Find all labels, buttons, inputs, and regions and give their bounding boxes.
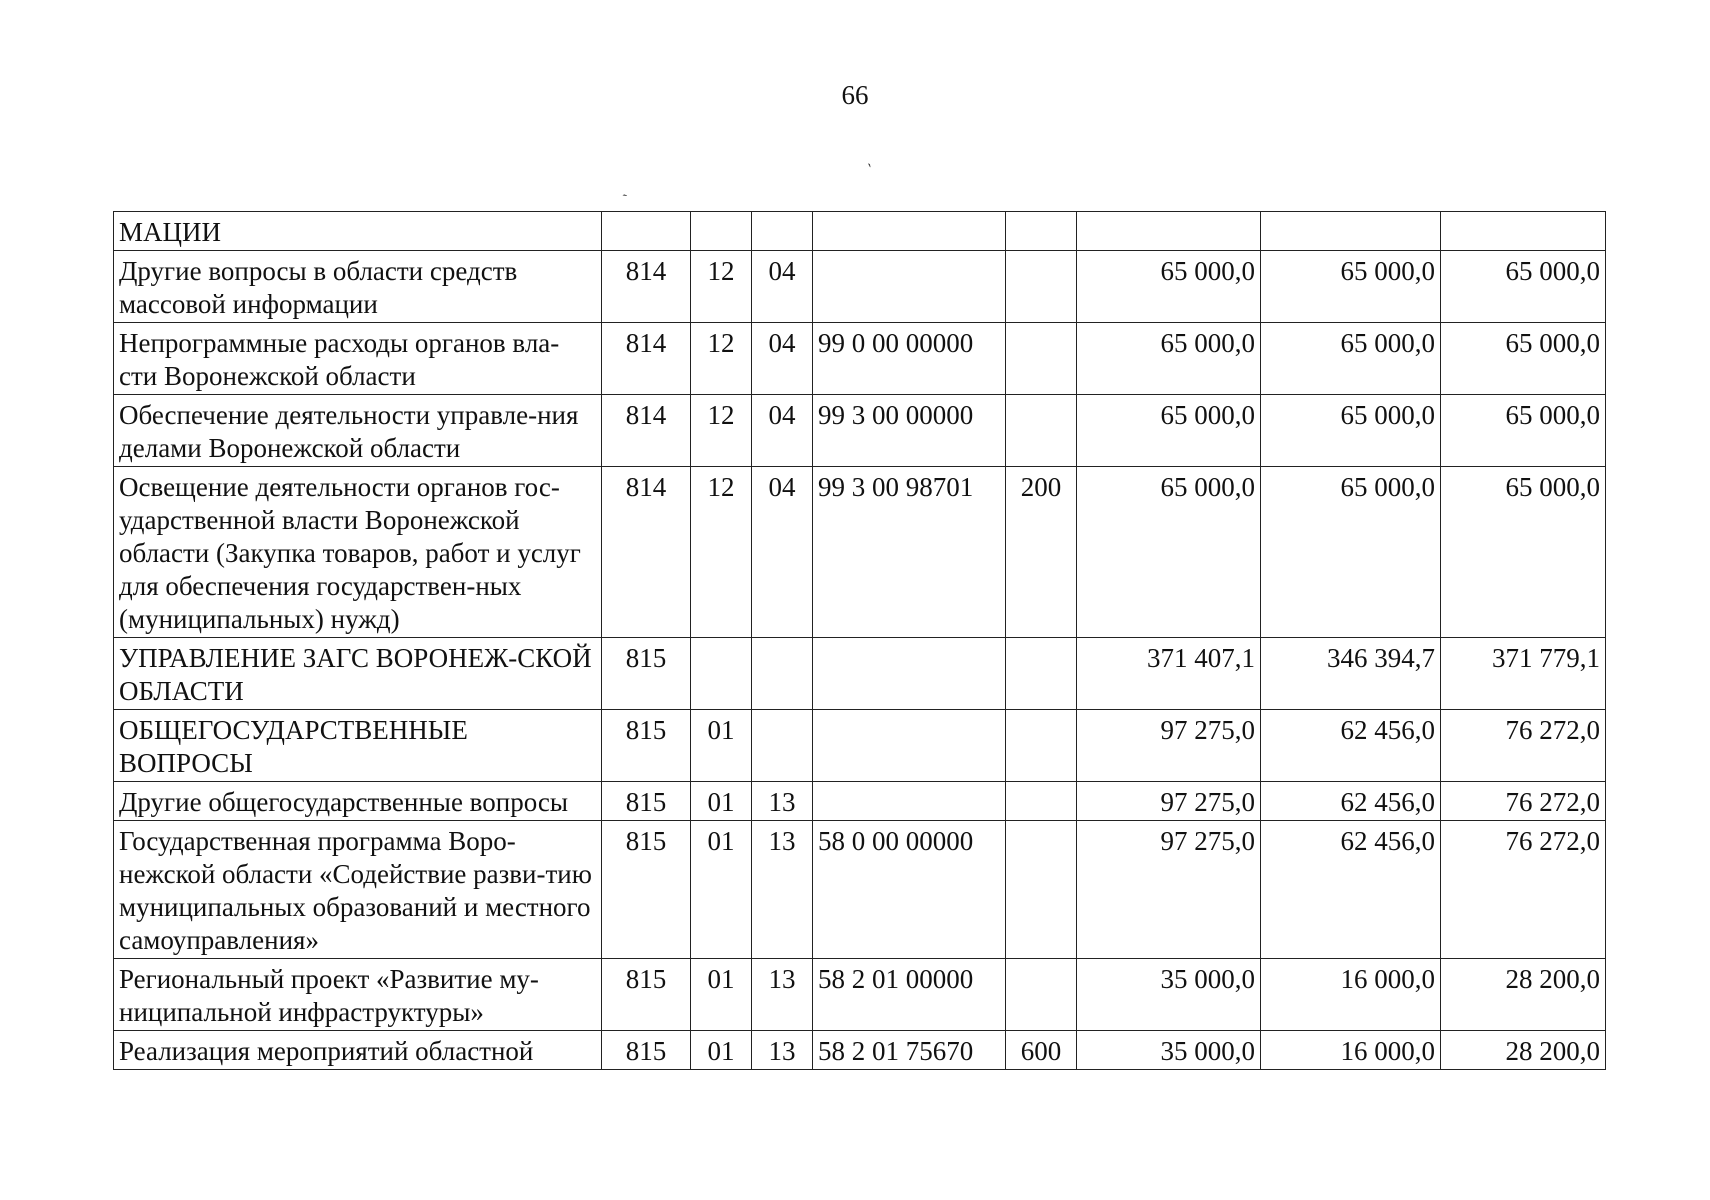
cell-name: Региональный проект «Развитие му-ниципальной инфраструктуры» bbox=[114, 959, 602, 1031]
cell-gr: 814 bbox=[602, 467, 691, 638]
cell-rz: 12 bbox=[691, 251, 752, 323]
cell-amount-3: 28 200,0 bbox=[1441, 959, 1606, 1031]
cell-rz: 01 bbox=[691, 710, 752, 782]
cell-vr bbox=[1006, 959, 1077, 1031]
cell-amount-2: 62 456,0 bbox=[1261, 821, 1441, 959]
table-row bbox=[114, 395, 1606, 467]
cell-amount-1: 371 407,1 bbox=[1077, 638, 1261, 710]
cell-name: Государственная программа Воро-нежской области «Содействие разви-тию муниципальных образований и местного самоуправления» bbox=[114, 821, 602, 959]
cell-amount-1: 65 000,0 bbox=[1077, 467, 1261, 638]
cell-amount-3: 76 272,0 bbox=[1441, 710, 1606, 782]
cell-cs: 58 2 01 00000 bbox=[813, 959, 1006, 1031]
cell-amount-3: 65 000,0 bbox=[1441, 395, 1606, 467]
cell-pr: 13 bbox=[752, 959, 813, 1031]
cell-amount-3: 76 272,0 bbox=[1441, 782, 1606, 821]
cell-cs bbox=[813, 638, 1006, 710]
cell-gr: 815 bbox=[602, 638, 691, 710]
cell-pr: 13 bbox=[752, 1031, 813, 1070]
scan-mark: ˋ bbox=[860, 159, 875, 181]
table-row bbox=[114, 212, 1606, 251]
cell-amount-2: 65 000,0 bbox=[1261, 251, 1441, 323]
cell-amount-3: 65 000,0 bbox=[1441, 251, 1606, 323]
table-row bbox=[114, 782, 1606, 821]
cell-cs bbox=[813, 710, 1006, 782]
cell-amount-2: 65 000,0 bbox=[1261, 467, 1441, 638]
cell-name: Освещение деятельности органов гос-ударственной власти Воронежской области (Закупка товаров, работ и услуг для обеспечения государствен-ных (муниципальных) нужд) bbox=[114, 467, 602, 638]
cell-amount-2: 346 394,7 bbox=[1261, 638, 1441, 710]
scan-mark: ˏ bbox=[613, 177, 629, 199]
cell-name: Непрограммные расходы органов вла-сти Воронежской области bbox=[114, 323, 602, 395]
cell-pr: 13 bbox=[752, 821, 813, 959]
budget-table bbox=[113, 211, 1606, 1070]
cell-rz: 12 bbox=[691, 395, 752, 467]
cell-amount-2: 16 000,0 bbox=[1261, 1031, 1441, 1070]
cell-amount-3: 65 000,0 bbox=[1441, 323, 1606, 395]
cell-pr: 04 bbox=[752, 467, 813, 638]
table-row bbox=[114, 959, 1606, 1031]
table-row bbox=[114, 710, 1606, 782]
cell-amount-1: 35 000,0 bbox=[1077, 959, 1261, 1031]
cell-name: МАЦИИ bbox=[114, 212, 602, 251]
cell-gr: 815 bbox=[602, 1031, 691, 1070]
cell-vr bbox=[1006, 323, 1077, 395]
cell-vr: 600 bbox=[1006, 1031, 1077, 1070]
table-row bbox=[114, 638, 1606, 710]
page-number: 66 bbox=[841, 80, 869, 110]
cell-vr bbox=[1006, 251, 1077, 323]
cell-gr: 815 bbox=[602, 782, 691, 821]
cell-pr: 04 bbox=[752, 395, 813, 467]
cell-amount-3: 65 000,0 bbox=[1441, 467, 1606, 638]
cell-amount-1: 97 275,0 bbox=[1077, 821, 1261, 959]
cell-pr bbox=[752, 710, 813, 782]
cell-amount-1: 65 000,0 bbox=[1077, 395, 1261, 467]
cell-amount-1 bbox=[1077, 212, 1261, 251]
cell-rz: 12 bbox=[691, 323, 752, 395]
cell-amount-2: 16 000,0 bbox=[1261, 959, 1441, 1031]
cell-amount-1: 65 000,0 bbox=[1077, 251, 1261, 323]
cell-vr bbox=[1006, 638, 1077, 710]
cell-rz: 01 bbox=[691, 821, 752, 959]
cell-rz: 01 bbox=[691, 959, 752, 1031]
cell-rz: 12 bbox=[691, 467, 752, 638]
cell-amount-1: 65 000,0 bbox=[1077, 323, 1261, 395]
table-row bbox=[114, 323, 1606, 395]
cell-amount-2 bbox=[1261, 212, 1441, 251]
cell-cs bbox=[813, 782, 1006, 821]
cell-vr bbox=[1006, 821, 1077, 959]
cell-cs: 58 2 01 75670 bbox=[813, 1031, 1006, 1070]
cell-pr bbox=[752, 638, 813, 710]
cell-name: Другие общегосударственные вопросы bbox=[114, 782, 602, 821]
cell-name: УПРАВЛЕНИЕ ЗАГС ВОРОНЕЖ-СКОЙ ОБЛАСТИ bbox=[114, 638, 602, 710]
table-row bbox=[114, 251, 1606, 323]
cell-cs: 58 0 00 00000 bbox=[813, 821, 1006, 959]
cell-name: Реализация мероприятий областной bbox=[114, 1031, 602, 1070]
cell-vr bbox=[1006, 395, 1077, 467]
cell-rz bbox=[691, 638, 752, 710]
table-row bbox=[114, 1031, 1606, 1070]
cell-gr: 814 bbox=[602, 395, 691, 467]
budget-table-body bbox=[114, 212, 1606, 1070]
cell-pr: 04 bbox=[752, 251, 813, 323]
cell-name: ОБЩЕГОСУДАРСТВЕННЫЕ ВОПРОСЫ bbox=[114, 710, 602, 782]
cell-amount-1: 97 275,0 bbox=[1077, 710, 1261, 782]
cell-amount-2: 62 456,0 bbox=[1261, 782, 1441, 821]
cell-vr bbox=[1006, 782, 1077, 821]
cell-amount-1: 97 275,0 bbox=[1077, 782, 1261, 821]
cell-gr: 815 bbox=[602, 959, 691, 1031]
cell-name: Другие вопросы в области средств массовой информации bbox=[114, 251, 602, 323]
cell-amount-2: 65 000,0 bbox=[1261, 395, 1441, 467]
cell-gr: 815 bbox=[602, 821, 691, 959]
cell-amount-2: 65 000,0 bbox=[1261, 323, 1441, 395]
cell-gr: 815 bbox=[602, 710, 691, 782]
cell-cs bbox=[813, 251, 1006, 323]
cell-amount-1: 35 000,0 bbox=[1077, 1031, 1261, 1070]
cell-rz: 01 bbox=[691, 782, 752, 821]
cell-vr bbox=[1006, 710, 1077, 782]
cell-cs: 99 0 00 00000 bbox=[813, 323, 1006, 395]
cell-vr: 200 bbox=[1006, 467, 1077, 638]
cell-pr: 13 bbox=[752, 782, 813, 821]
cell-gr bbox=[602, 212, 691, 251]
cell-vr bbox=[1006, 212, 1077, 251]
cell-amount-3: 76 272,0 bbox=[1441, 821, 1606, 959]
cell-gr: 814 bbox=[602, 251, 691, 323]
cell-rz bbox=[691, 212, 752, 251]
cell-cs bbox=[813, 212, 1006, 251]
cell-amount-3: 371 779,1 bbox=[1441, 638, 1606, 710]
cell-pr bbox=[752, 212, 813, 251]
cell-amount-2: 62 456,0 bbox=[1261, 710, 1441, 782]
cell-cs: 99 3 00 00000 bbox=[813, 395, 1006, 467]
cell-cs: 99 3 00 98701 bbox=[813, 467, 1006, 638]
cell-amount-3: 28 200,0 bbox=[1441, 1031, 1606, 1070]
table-row bbox=[114, 821, 1606, 959]
cell-pr: 04 bbox=[752, 323, 813, 395]
cell-amount-3 bbox=[1441, 212, 1606, 251]
cell-rz: 01 bbox=[691, 1031, 752, 1070]
table-row bbox=[114, 467, 1606, 638]
cell-gr: 814 bbox=[602, 323, 691, 395]
cell-name: Обеспечение деятельности управле-ния делами Воронежской области bbox=[114, 395, 602, 467]
